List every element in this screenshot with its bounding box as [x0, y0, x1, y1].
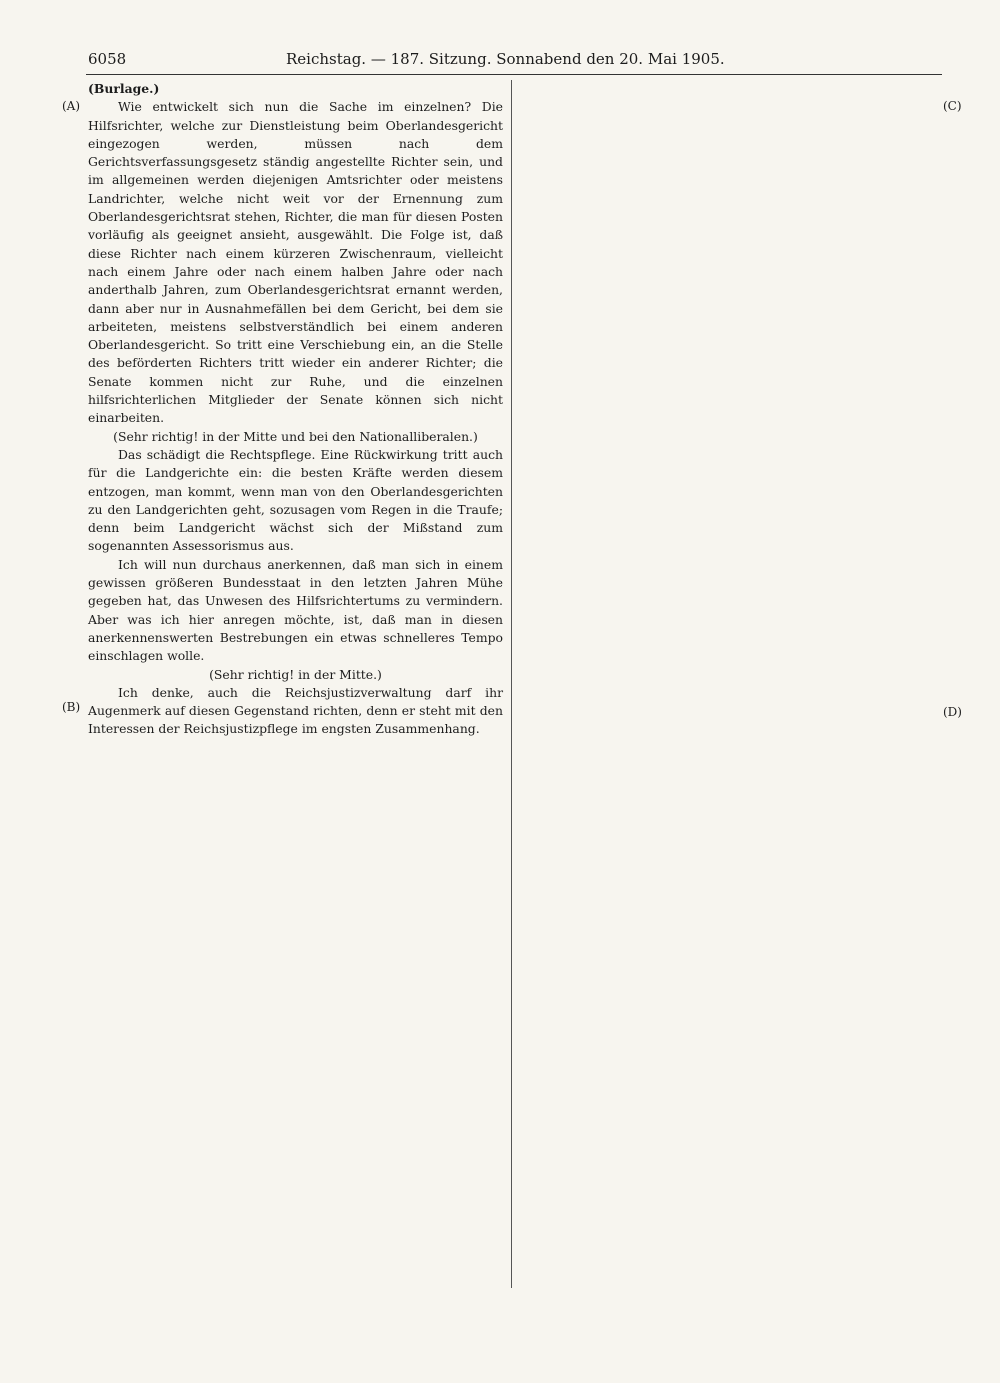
- margin-mark-c: (C): [943, 99, 962, 113]
- interjection: (Sehr richtig! in der Mitte und bei den Nationalliberalen.): [113, 428, 478, 444]
- margin-mark-a: (A): [62, 99, 81, 113]
- running-header: Reichstag. — 187. Sitzung. Sonnabend den 20. Mai 1905.: [286, 50, 725, 68]
- page-number: 6058: [88, 50, 127, 68]
- header-rule: [86, 74, 942, 75]
- speaker-caption: (Burlage.): [88, 81, 160, 96]
- paragraph: Ich will nun durchaus anerkennen, daß man sich in einem gewissen größeren Bundesstaat in den letzten Jahren Mühe gegeben hat, das Unwesen des Hilfsrichtertums zu vermindern. Aber was ich hier anregen möchte, ist, daß man in diesen anerkennenswerten Bestrebungen ein etwas schnelleres Tempo einschlagen wolle.: [88, 556, 503, 664]
- interjection: (Sehr richtig! in der Mitte.): [209, 666, 382, 682]
- column-divider: [511, 80, 512, 1288]
- paragraph: Ich denke, auch die Reichsjustizverwaltung darf ihr Augenmerk auf diesen Gegenstand richten, denn er steht mit den Interessen der Reichsjustizpflege im engsten Zusammenhang.: [88, 684, 503, 737]
- paragraph: Wie entwickelt sich nun die Sache im einzelnen? Die Hilfsrichter, welche zur Dienstleistung beim Oberlandesgericht eingezogen werden, müssen nach dem Gerichtsverfassungsgesetz ständig angestellte Richter sein, und im allgemeinen werden diejenigen Amtsrichter oder meistens Landrichter, welche nicht weit vor der Ernennung zum Oberlandesgerichtsrat stehen, Richter, die man für diesen Posten vorläufig als geeignet ansieht, ausgewählt. Die Folge ist, daß diese Richter nach einem kürzeren Zwischenraum, vielleicht nach einem Jahre oder nach einem halben Jahre oder nach anderthalb Jahren, zum Oberlandesgerichtsrat ernannt werden, dann aber nur in Ausnahmefällen bei dem Gericht, bei dem sie arbeiteten, meistens selbstverständlich bei einem anderen Oberlandesgericht. So tritt eine Verschiebung ein, an die Stelle des beförderten Richters tritt wieder ein anderer Richter; die Senate kommen nicht zur Ruhe, und die einzelnen hilfsrichterlichen Mitglieder der Senate können sich nicht einarbeiten.: [88, 99, 503, 426]
- margin-mark-b: (B): [62, 700, 81, 714]
- paragraph: Das schädigt die Rechtspflege. Eine Rückwirkung tritt auch für die Landgerichte ein: die besten Kräfte werden diesem entzogen, man kommt, wenn man von den Oberlandesgerichten zu den Landgerichten geht, sozusagen vom Regen in die Traufe; denn beim Landgericht wächst sich der Mißstand zum sogenannten Assessorismus aus.: [88, 446, 503, 554]
- left-column: [88, 80, 503, 739]
- margin-mark-d: (D): [943, 705, 962, 719]
